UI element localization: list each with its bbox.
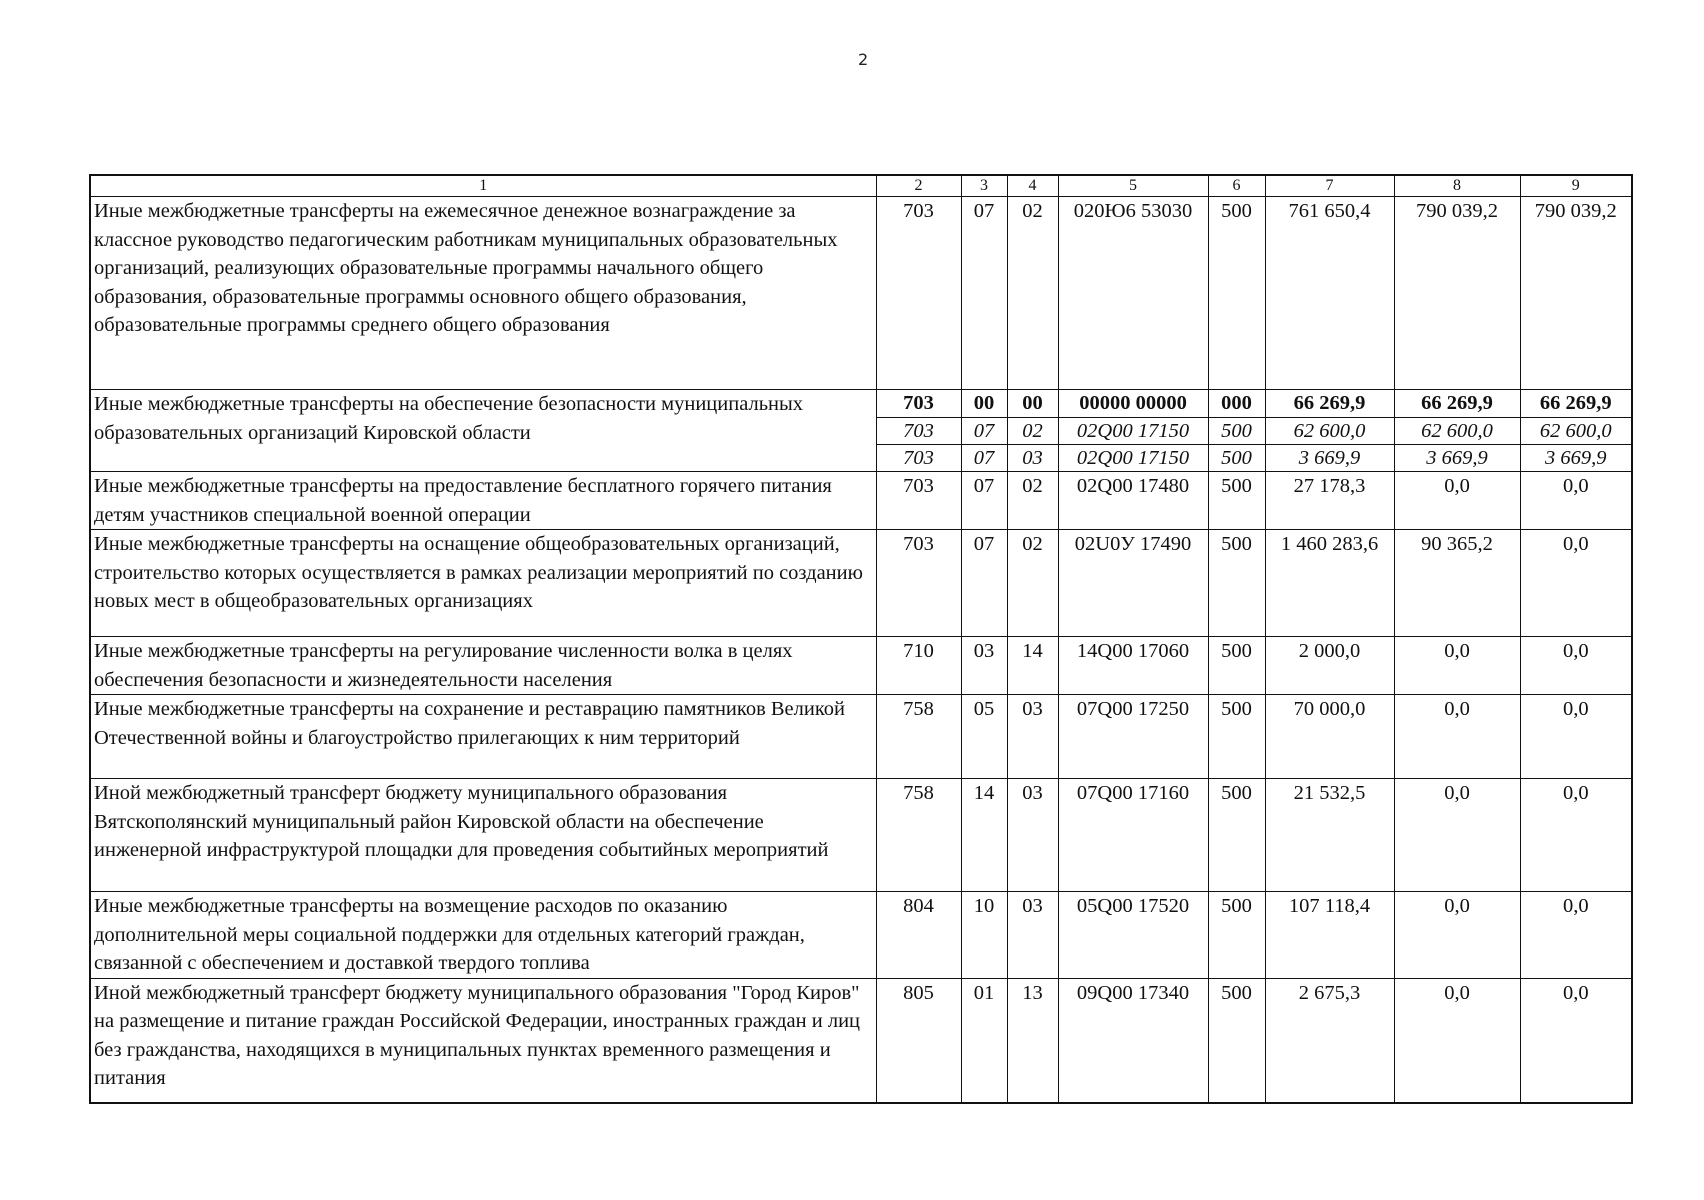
cell-c6: 000 bbox=[1208, 390, 1265, 418]
row-name: Иной межбюджетный трансферт бюджету муниципального образования "Город Киров" на размещение и питание граждан Российской Федерации, иностранных граждан и лиц без гражданства, находящихся в муниципальных пунктах временного размещения и питания bbox=[90, 978, 876, 1103]
cell-c3: 07 bbox=[961, 445, 1007, 472]
cell-c6: 500 bbox=[1208, 695, 1265, 779]
column-header: 1 bbox=[90, 175, 876, 197]
cell-c4: 02 bbox=[1007, 418, 1058, 445]
cell-c3: 00 bbox=[961, 390, 1007, 418]
cell-c6: 500 bbox=[1208, 445, 1265, 472]
table-row bbox=[90, 695, 1632, 779]
table-row bbox=[90, 637, 1632, 695]
cell-c5: 09Q00 17340 bbox=[1058, 978, 1208, 1103]
cell-c9: 3 669,9 bbox=[1520, 445, 1632, 472]
cell-c9: 0,0 bbox=[1520, 530, 1632, 637]
cell-c5: 02U0У 17490 bbox=[1058, 530, 1208, 637]
row-name: Иные межбюджетные трансферты на возмещение расходов по оказанию дополнительной меры социальной поддержки для отдельных категорий граждан, связанной с обеспечением и доставкой твердого топлива bbox=[90, 892, 876, 979]
cell-c6: 500 bbox=[1208, 197, 1265, 390]
cell-c8: 0,0 bbox=[1394, 892, 1520, 979]
cell-c9: 790 039,2 bbox=[1520, 197, 1632, 390]
budget-table bbox=[89, 174, 1633, 1104]
cell-c2: 703 bbox=[876, 472, 961, 530]
cell-c2: 758 bbox=[876, 695, 961, 779]
row-name: Иной межбюджетный трансферт бюджету муниципального образования Вятскополянский муниципальный район Кировской области на обеспечение инженерной инфраструктурой площадки для проведения событийных мероприятий bbox=[90, 779, 876, 892]
cell-c4: 03 bbox=[1007, 892, 1058, 979]
cell-c2: 758 bbox=[876, 779, 961, 892]
table-row bbox=[90, 530, 1632, 637]
cell-c6: 500 bbox=[1208, 892, 1265, 979]
cell-c6: 500 bbox=[1208, 978, 1265, 1103]
row-name: Иные межбюджетные трансферты на оснащение общеобразовательных организаций, строительство которых осуществляется в рамках реализации мероприятий по созданию новых мест в общеобразовательных организациях bbox=[90, 530, 876, 637]
cell-c8: 62 600,0 bbox=[1394, 418, 1520, 445]
cell-c5: 02Q00 17150 bbox=[1058, 418, 1208, 445]
row-name: Иные межбюджетные трансферты на регулирование численности волка в целях обеспечения безопасности и жизнедеятельности населения bbox=[90, 637, 876, 695]
cell-c5: 00000 00000 bbox=[1058, 390, 1208, 418]
cell-c2: 804 bbox=[876, 892, 961, 979]
cell-c5: 020Ю6 53030 bbox=[1058, 197, 1208, 390]
cell-c7: 66 269,9 bbox=[1265, 390, 1394, 418]
cell-c2: 805 bbox=[876, 978, 961, 1103]
cell-c2: 710 bbox=[876, 637, 961, 695]
cell-c4: 03 bbox=[1007, 695, 1058, 779]
cell-c5: 02Q00 17480 bbox=[1058, 472, 1208, 530]
cell-c7: 761 650,4 bbox=[1265, 197, 1394, 390]
cell-c9: 66 269,9 bbox=[1520, 390, 1632, 418]
cell-c3: 05 bbox=[961, 695, 1007, 779]
cell-c3: 10 bbox=[961, 892, 1007, 979]
cell-c7: 21 532,5 bbox=[1265, 779, 1394, 892]
cell-c9: 0,0 bbox=[1520, 472, 1632, 530]
column-header: 5 bbox=[1058, 175, 1208, 197]
cell-c6: 500 bbox=[1208, 779, 1265, 892]
column-header: 3 bbox=[961, 175, 1007, 197]
table-row bbox=[90, 390, 1632, 418]
cell-c2: 703 bbox=[876, 197, 961, 390]
cell-c7: 3 669,9 bbox=[1265, 445, 1394, 472]
page-number: 2 bbox=[858, 50, 869, 69]
cell-c7: 62 600,0 bbox=[1265, 418, 1394, 445]
table-row bbox=[90, 197, 1632, 390]
cell-c3: 01 bbox=[961, 978, 1007, 1103]
column-header: 8 bbox=[1394, 175, 1520, 197]
column-header: 9 bbox=[1520, 175, 1632, 197]
row-name: Иные межбюджетные трансферты на сохранение и реставрацию памятников Великой Отечественной войны и благоустройство прилегающих к ним территорий bbox=[90, 695, 876, 779]
cell-c9: 62 600,0 bbox=[1520, 418, 1632, 445]
row-name: Иные межбюджетные трансферты на обеспечение безопасности муниципальных образовательных организаций Кировской области bbox=[90, 390, 876, 472]
cell-c7: 70 000,0 bbox=[1265, 695, 1394, 779]
cell-c5: 02Q00 17150 bbox=[1058, 445, 1208, 472]
cell-c9: 0,0 bbox=[1520, 637, 1632, 695]
cell-c3: 14 bbox=[961, 779, 1007, 892]
table-body bbox=[90, 197, 1632, 1104]
cell-c6: 500 bbox=[1208, 472, 1265, 530]
cell-c8: 0,0 bbox=[1394, 978, 1520, 1103]
cell-c5: 07Q00 17250 bbox=[1058, 695, 1208, 779]
column-number-row bbox=[90, 175, 1632, 197]
cell-c3: 07 bbox=[961, 197, 1007, 390]
cell-c8: 0,0 bbox=[1394, 637, 1520, 695]
cell-c7: 2 675,3 bbox=[1265, 978, 1394, 1103]
cell-c3: 03 bbox=[961, 637, 1007, 695]
cell-c2: 703 bbox=[876, 445, 961, 472]
cell-c7: 2 000,0 bbox=[1265, 637, 1394, 695]
cell-c2: 703 bbox=[876, 530, 961, 637]
cell-c3: 07 bbox=[961, 472, 1007, 530]
table-row bbox=[90, 472, 1632, 530]
cell-c4: 13 bbox=[1007, 978, 1058, 1103]
cell-c7: 1 460 283,6 bbox=[1265, 530, 1394, 637]
cell-c2: 703 bbox=[876, 390, 961, 418]
cell-c4: 14 bbox=[1007, 637, 1058, 695]
cell-c7: 107 118,4 bbox=[1265, 892, 1394, 979]
cell-c4: 02 bbox=[1007, 472, 1058, 530]
cell-c2: 703 bbox=[876, 418, 961, 445]
cell-c6: 500 bbox=[1208, 637, 1265, 695]
cell-c5: 14Q00 17060 bbox=[1058, 637, 1208, 695]
cell-c8: 90 365,2 bbox=[1394, 530, 1520, 637]
cell-c8: 0,0 bbox=[1394, 472, 1520, 530]
column-header: 2 bbox=[876, 175, 961, 197]
cell-c6: 500 bbox=[1208, 530, 1265, 637]
cell-c4: 00 bbox=[1007, 390, 1058, 418]
cell-c9: 0,0 bbox=[1520, 695, 1632, 779]
cell-c8: 790 039,2 bbox=[1394, 197, 1520, 390]
column-header: 7 bbox=[1265, 175, 1394, 197]
column-header: 6 bbox=[1208, 175, 1265, 197]
cell-c9: 0,0 bbox=[1520, 978, 1632, 1103]
cell-c3: 07 bbox=[961, 530, 1007, 637]
cell-c6: 500 bbox=[1208, 418, 1265, 445]
cell-c5: 07Q00 17160 bbox=[1058, 779, 1208, 892]
table-row bbox=[90, 779, 1632, 892]
row-name: Иные межбюджетные трансферты на ежемесячное денежное вознаграждение за классное руководство педагогическим работникам муниципальных образовательных организаций, реализующих образовательные программы начального общего образования, образовательные программы основного общего образования, образовательные программы среднего общего образования bbox=[90, 197, 876, 390]
cell-c8: 3 669,9 bbox=[1394, 445, 1520, 472]
cell-c8: 0,0 bbox=[1394, 779, 1520, 892]
cell-c8: 0,0 bbox=[1394, 695, 1520, 779]
cell-c8: 66 269,9 bbox=[1394, 390, 1520, 418]
cell-c3: 07 bbox=[961, 418, 1007, 445]
cell-c9: 0,0 bbox=[1520, 779, 1632, 892]
cell-c9: 0,0 bbox=[1520, 892, 1632, 979]
cell-c4: 03 bbox=[1007, 445, 1058, 472]
cell-c5: 05Q00 17520 bbox=[1058, 892, 1208, 979]
cell-c7: 27 178,3 bbox=[1265, 472, 1394, 530]
table-row bbox=[90, 978, 1632, 1103]
cell-c4: 03 bbox=[1007, 779, 1058, 892]
cell-c4: 02 bbox=[1007, 197, 1058, 390]
cell-c4: 02 bbox=[1007, 530, 1058, 637]
table-row bbox=[90, 892, 1632, 979]
row-name: Иные межбюджетные трансферты на предоставление бесплатного горячего питания детям участников специальной военной операции bbox=[90, 472, 876, 530]
column-header: 4 bbox=[1007, 175, 1058, 197]
